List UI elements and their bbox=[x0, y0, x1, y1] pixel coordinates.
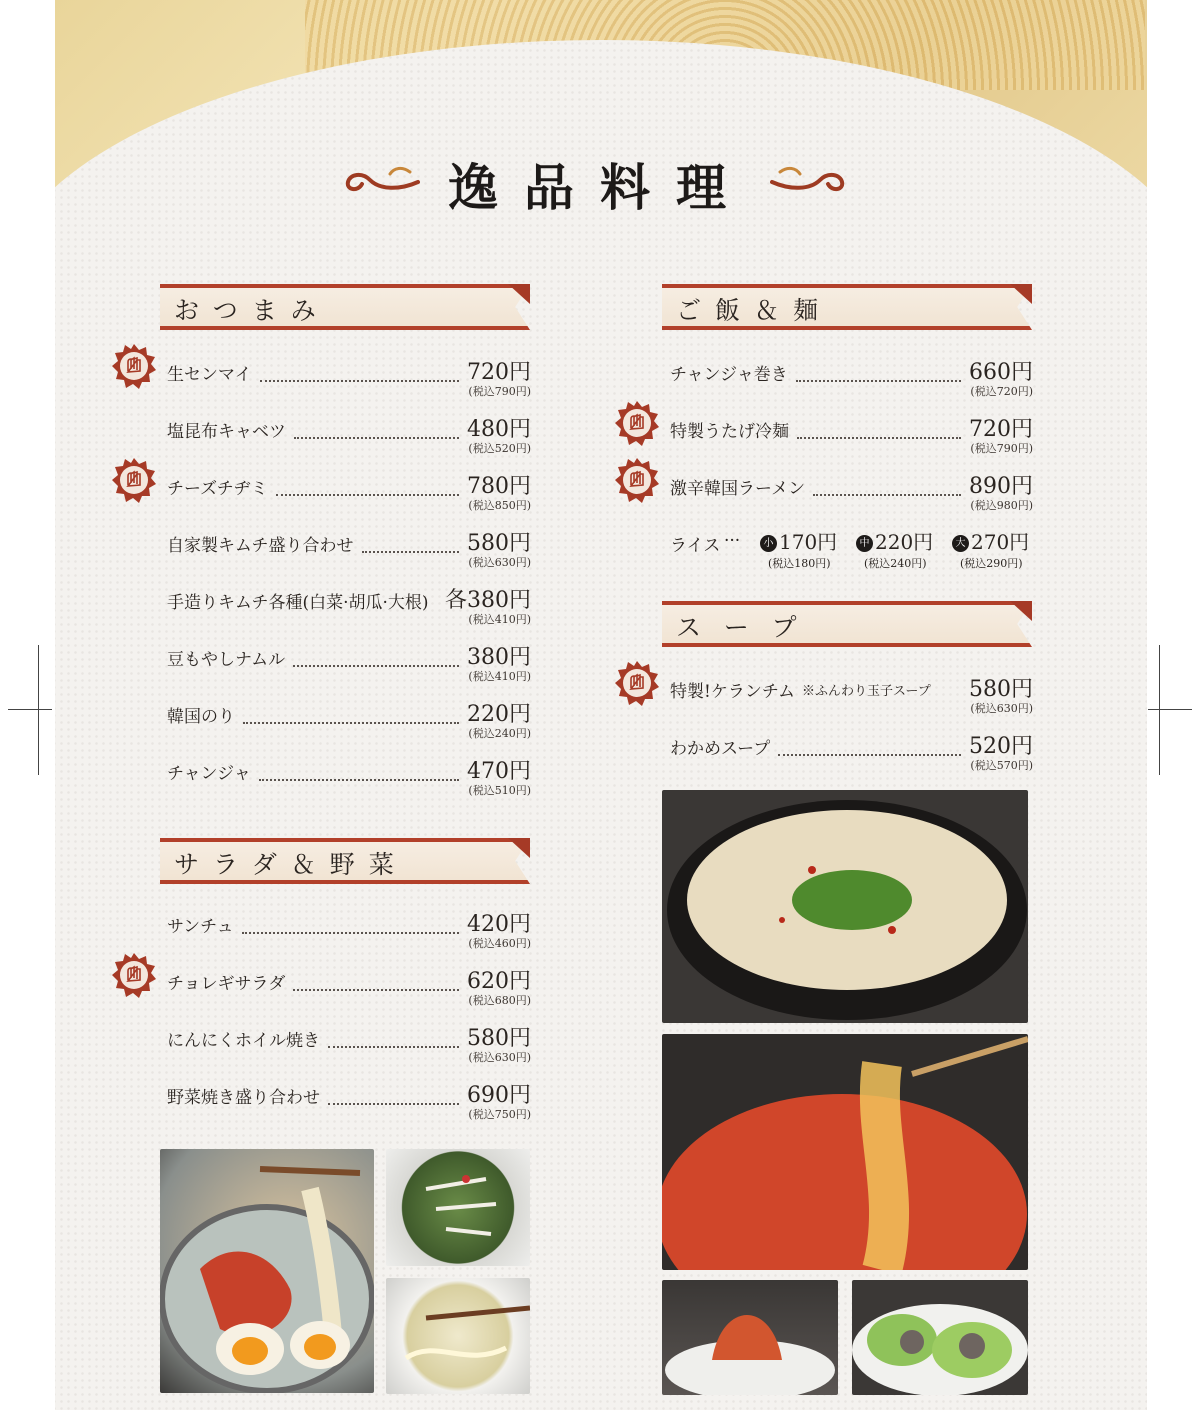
item-price: 220円 bbox=[467, 702, 531, 727]
dotted-leader bbox=[243, 706, 459, 724]
item-name: 自家製キムチ盛り合わせ bbox=[167, 536, 354, 556]
item-name: チョレギサラダ bbox=[167, 974, 286, 994]
dotted-leader bbox=[294, 421, 459, 439]
rice-size-small: 小 170円 (税込180円) bbox=[760, 526, 837, 571]
menu-item bbox=[167, 355, 531, 407]
menu-item-rice bbox=[670, 526, 1033, 578]
item-tax-price: (税込410円) bbox=[468, 670, 531, 683]
dotted-leader bbox=[778, 738, 961, 756]
senmai-lettuce-photo bbox=[852, 1280, 1028, 1395]
dotted-leader bbox=[260, 364, 459, 382]
menu-item bbox=[167, 640, 531, 692]
menu-item bbox=[670, 469, 1033, 521]
item-tax-price: (税込520円) bbox=[468, 442, 531, 455]
menu-item bbox=[167, 964, 531, 1016]
menu-item bbox=[167, 412, 531, 464]
menu-item bbox=[167, 1021, 531, 1073]
item-price: 890円 bbox=[969, 474, 1033, 499]
menu-item bbox=[670, 672, 1033, 724]
page-title: 逸品料理 bbox=[448, 158, 752, 217]
menu-item bbox=[670, 729, 1033, 781]
menu-item bbox=[167, 583, 531, 635]
item-price: 660円 bbox=[969, 360, 1033, 385]
rice-size-large: 大 270円 (税込290円) bbox=[952, 526, 1029, 571]
item-name: 韓国のり bbox=[167, 707, 235, 727]
dotted-leader bbox=[797, 421, 961, 439]
dotted-leader bbox=[293, 649, 459, 667]
item-price: 480円 bbox=[467, 417, 531, 442]
section-title: ご飯＆麺 bbox=[676, 296, 833, 325]
item-price: 780円 bbox=[467, 474, 531, 499]
item-name: ライス bbox=[670, 536, 721, 556]
item-price: 各380円 bbox=[445, 588, 531, 613]
dotted-leader bbox=[276, 478, 459, 496]
section-banner-rice-noodles bbox=[662, 284, 1032, 330]
item-price: 520円 bbox=[969, 734, 1033, 759]
item-name: チャンジャ bbox=[167, 764, 251, 784]
menu-item bbox=[670, 355, 1033, 407]
item-name: 塩昆布キャベツ bbox=[167, 422, 286, 442]
item-tax-price: (税込980円) bbox=[970, 499, 1033, 512]
item-price: 580円 bbox=[467, 1026, 531, 1051]
recommended-badge-icon bbox=[614, 660, 660, 706]
section-title: おつまみ bbox=[174, 296, 330, 325]
dotted-leader bbox=[813, 478, 961, 496]
recommended-badge-icon bbox=[111, 457, 157, 503]
dotted-leader bbox=[328, 1030, 459, 1048]
spicy-ramen-photo bbox=[662, 1034, 1028, 1270]
item-price: 690円 bbox=[467, 1083, 531, 1108]
item-tax-price: (税込630円) bbox=[468, 1051, 531, 1064]
item-tax-price: (税込630円) bbox=[970, 702, 1033, 715]
dotted-leader bbox=[328, 1087, 459, 1105]
dotted-leader bbox=[796, 364, 961, 382]
item-name: 特製!ケランチム bbox=[670, 682, 795, 702]
item-leader: ··· bbox=[724, 531, 741, 551]
recommended-badge-icon bbox=[111, 952, 157, 998]
crop-mark-left-h bbox=[8, 709, 52, 710]
section-banner-otsumami bbox=[160, 284, 530, 330]
item-name: 特製うたげ冷麺 bbox=[670, 422, 789, 442]
bean-sprout-namul-photo bbox=[386, 1278, 530, 1394]
ornament-right-icon bbox=[770, 160, 850, 196]
dotted-leader bbox=[293, 973, 459, 991]
item-name: 豆もやしナムル bbox=[167, 650, 286, 670]
kimchi-photo bbox=[662, 1280, 838, 1395]
menu-item bbox=[167, 469, 531, 521]
item-tax-price: (税込630円) bbox=[468, 556, 531, 569]
menu-item bbox=[167, 526, 531, 578]
item-price: 470円 bbox=[467, 759, 531, 784]
section-banner-salad bbox=[160, 838, 530, 884]
keranchim-egg-soup-photo bbox=[662, 790, 1028, 1023]
crop-mark-right bbox=[1159, 645, 1160, 775]
item-tax-price: (税込410円) bbox=[468, 613, 531, 626]
dotted-leader bbox=[362, 535, 460, 553]
crop-mark-left bbox=[38, 645, 39, 775]
item-price: 380円 bbox=[467, 645, 531, 670]
item-tax-price: (税込240円) bbox=[468, 727, 531, 740]
item-tax-price: (税込790円) bbox=[468, 385, 531, 398]
item-price: 580円 bbox=[969, 677, 1033, 702]
menu-item bbox=[167, 697, 531, 749]
item-name: 激辛韓国ラーメン bbox=[670, 479, 806, 499]
item-name: チーズチヂミ bbox=[167, 479, 268, 499]
crop-mark-right-h bbox=[1148, 709, 1192, 710]
item-price: 620円 bbox=[467, 969, 531, 994]
rice-size-medium: 中 220円 (税込240円) bbox=[856, 526, 933, 571]
menu-item bbox=[167, 1078, 531, 1130]
item-name: わかめスープ bbox=[670, 739, 771, 759]
menu-item bbox=[167, 754, 531, 806]
item-tax-price: (税込680円) bbox=[468, 994, 531, 1007]
item-price: 720円 bbox=[969, 417, 1033, 442]
item-tax-price: (税込790円) bbox=[970, 442, 1033, 455]
menu-item bbox=[670, 412, 1033, 464]
item-name: チャンジャ巻き bbox=[670, 365, 788, 385]
item-name: 生センマイ bbox=[167, 365, 252, 385]
item-tax-price: (税込510円) bbox=[468, 784, 531, 797]
cold-noodles-photo bbox=[160, 1149, 374, 1393]
item-tax-price: (税込750円) bbox=[468, 1108, 531, 1121]
dotted-leader bbox=[259, 763, 459, 781]
recommended-badge-icon bbox=[614, 400, 660, 446]
item-name: 野菜焼き盛り合わせ bbox=[167, 1088, 320, 1108]
section-banner-soup bbox=[662, 601, 1032, 647]
menu-item bbox=[167, 907, 531, 959]
item-name: 手造りキムチ各種(白菜·胡瓜·大根) bbox=[167, 593, 429, 613]
item-price: 720円 bbox=[467, 360, 531, 385]
item-price: 420円 bbox=[467, 912, 531, 937]
recommended-badge-icon bbox=[111, 343, 157, 389]
recommended-badge-icon bbox=[614, 457, 660, 503]
item-name: サンチュ bbox=[167, 917, 234, 937]
section-title: サラダ＆野菜 bbox=[174, 850, 408, 879]
item-tax-price: (税込570円) bbox=[970, 759, 1033, 772]
item-note: ※ふんわり玉子スープ bbox=[802, 684, 931, 699]
section-title: スープ bbox=[676, 613, 821, 642]
item-tax-price: (税込720円) bbox=[970, 385, 1033, 398]
item-tax-price: (税込850円) bbox=[468, 499, 531, 512]
item-tax-price: (税込460円) bbox=[468, 937, 531, 950]
choregi-salad-photo bbox=[386, 1149, 530, 1266]
item-name: にんにくホイル焼き bbox=[167, 1031, 320, 1051]
item-price: 580円 bbox=[467, 531, 531, 556]
dotted-leader bbox=[242, 916, 459, 934]
